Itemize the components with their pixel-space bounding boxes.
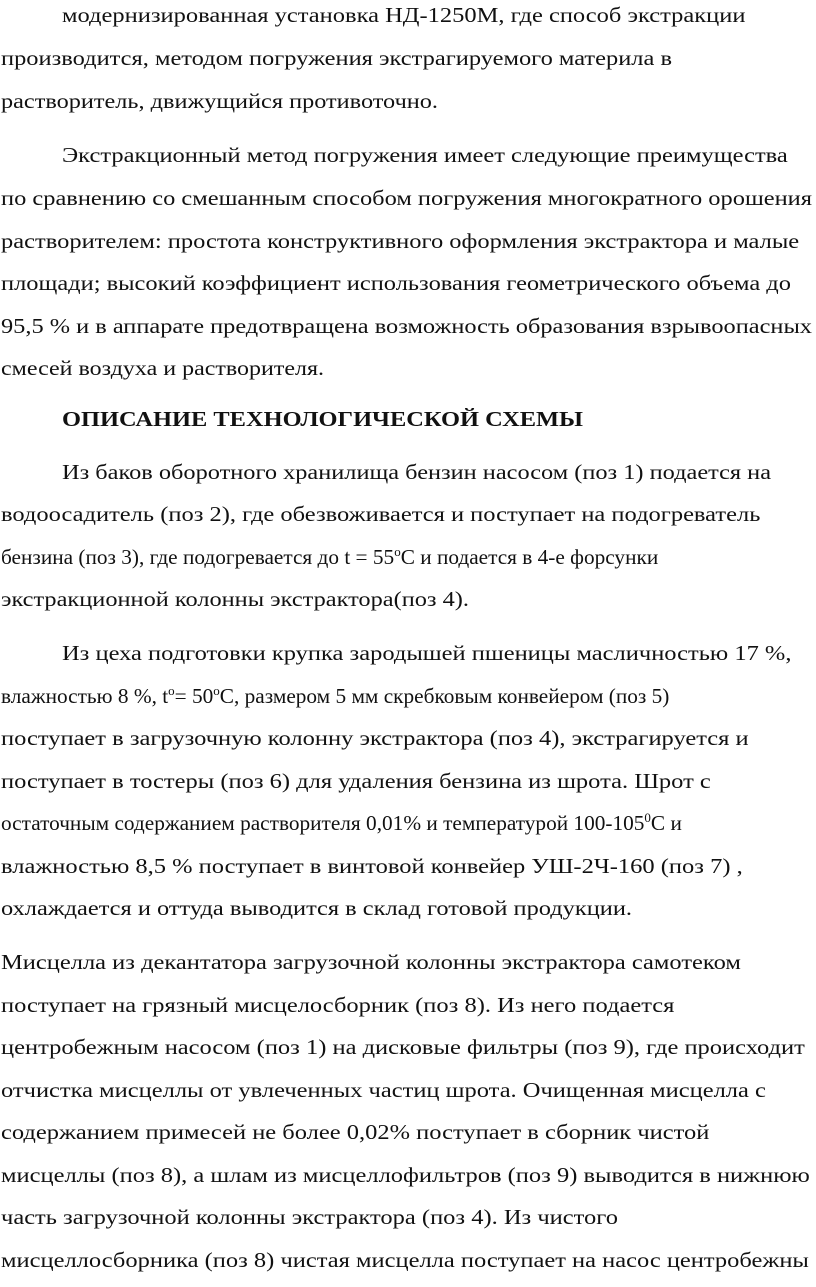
degree-superscript: 0 [644,810,651,825]
paragraph-gasoline-line-2: водоосадитель (поз 2), где обезвоживается и поступает на подогреватель [1,502,761,526]
paragraph-intro-line-3: растворитель, движущийся противоточно. [1,89,439,113]
groats-line-5-end: С и [650,811,682,835]
paragraph-advantages-line-5: 95,5 % и в аппарате предотвращена возможность образования взрывоопасных [1,314,812,338]
paragraph-intro-line-2: производится, методом погружения экстрагируемого материла в [1,46,672,70]
paragraph-groats-line-1: Из цеха подготовки крупка зародышей пшеницы масличностью 17 %, [62,641,792,665]
paragraph-miscella-line-2: поступает на грязный мисцелосборник (поз 8). Из него подается [1,993,675,1017]
degree-superscript: о [213,683,220,698]
paragraph-groats-line-6: влажностью 8,5 % поступает в винтовой конвейер УШ-2Ч-160 (поз 7) , [1,854,743,878]
paragraph-miscella-line-7: часть загрузочной колонны экстрактора (поз 4). Из чистого [1,1205,618,1229]
paragraph-advantages-line-2: по сравнению со смешанным способом погружения многократного орошения [1,186,812,210]
paragraph-miscella-line-4: отчистка мисцеллы от увлеченных частиц шрота. Очищенная мисцелла с [1,1078,766,1102]
groats-line-2-part-b: = 50 [174,684,214,708]
paragraph-groats-line-5 [1,810,682,835]
paragraph-groats-line-4: поступает в тостеры (поз 6) для удаления бензина из шрота. Шрот с [1,769,711,793]
paragraph-miscella-line-3: центробежным насосом (поз 1) на дисковые фильтры (поз 9), где происходит [1,1035,805,1059]
paragraph-advantages-line-3: растворителем: простота конструктивного оформления экстрактора и малые [1,229,800,253]
section-heading: ОПИСАНИЕ ТЕХНОЛОГИЧЕСКОЙ СХЕМЫ [62,407,584,431]
paragraph-groats-line-3: поступает в загрузочную колонну экстрактора (поз 4), экстрагируется и [1,726,749,750]
paragraph-miscella-line-8: мисцеллосборника (поз 8) чистая мисцелла поступает на насос центробежны [1,1248,809,1272]
paragraph-advantages-line-1: Экстракционный метод погружения имеет следующие преимущества [62,143,788,167]
paragraph-groats-line-2 [1,683,670,708]
paragraph-gasoline-line-3 [1,544,659,569]
groats-line-5-start: остаточным содержанием растворителя 0,01% и температурой 100-105 [1,811,645,835]
paragraph-groats-line-7: охлаждается и оттуда выводится в склад готовой продукции. [1,896,632,920]
groats-line-2-part-c: С, размером 5 мм скребковым конвейером (поз 5) [219,684,670,708]
paragraph-advantages-line-6: смесей воздуха и растворителя. [1,356,324,380]
gasoline-line-3-start: бензина (поз 3), где подогревается до t = 55 [1,545,395,569]
groats-line-2-part-a: влажностью 8 %, t [1,684,169,708]
gasoline-line-3-end: С и подается в 4-е форсунки [400,545,659,569]
paragraph-miscella-line-5: содержанием примесей не более 0,02% поступает в сборник чистой [1,1120,710,1144]
paragraph-miscella-line-1: Мисцелла из декантатора загрузочной колонны экстрактора самотеком [1,950,741,974]
paragraph-intro-line-1: модернизированная установка НД-1250М, где способ экстракции [62,3,746,27]
paragraph-gasoline-line-4: экстракционной колонны экстрактора(поз 4). [1,587,470,611]
paragraph-miscella-line-6: мисцеллы (поз 8), а шлам из мисцеллофильтров (поз 9) выводится в нижнюю [1,1163,810,1187]
degree-superscript: о [394,544,401,559]
paragraph-gasoline-line-1: Из баков оборотного хранилища бензин насосом (поз 1) подается на [62,460,772,484]
degree-superscript: о [168,683,175,698]
paragraph-advantages-line-4: площади; высокий коэффициент использования геометрического объема до [1,271,791,295]
